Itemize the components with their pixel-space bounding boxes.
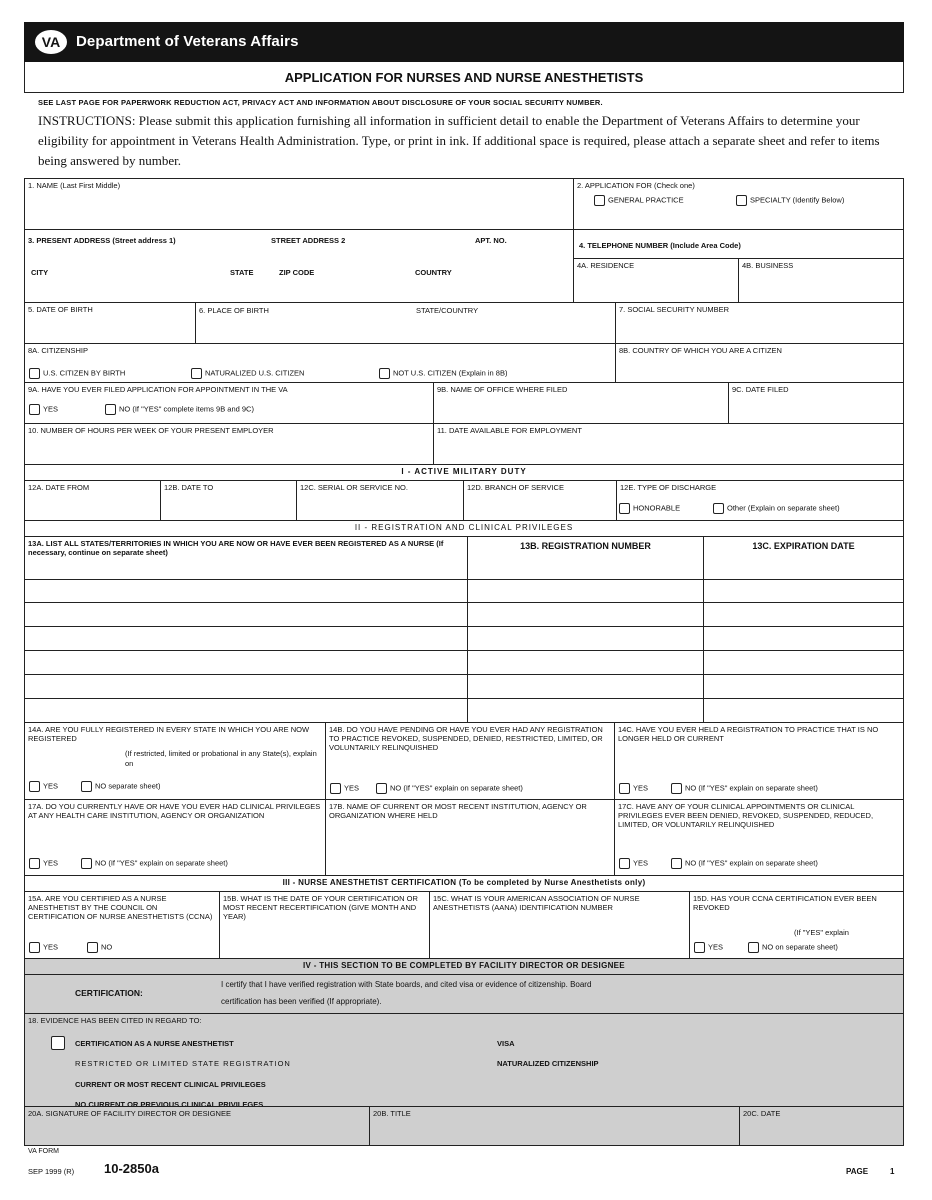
checkbox-specialty[interactable] [736, 195, 747, 206]
checkbox-honorable[interactable] [619, 503, 630, 514]
footer-page-label: PAGE [846, 1167, 869, 1176]
checkbox-15a-no[interactable] [87, 942, 98, 953]
yes-label: YES [43, 942, 59, 952]
svg-text:VA: VA [41, 34, 61, 50]
registration-number-cell[interactable] [467, 650, 704, 675]
no-label: NO (If "YES" explain on separate sheet) [390, 783, 523, 793]
evidence-item: CERTIFICATION AS A NURSE ANESTHETIST [75, 1039, 234, 1048]
checkbox-general-practice[interactable] [594, 195, 605, 206]
checkbox-14b-no[interactable] [376, 783, 387, 794]
department-name: Department of Veterans Affairs [76, 33, 299, 50]
evidence-item: CURRENT OR MOST RECENT CLINICAL PRIVILEGES [75, 1080, 266, 1089]
not-citizen-label: NOT U.S. CITIZEN (Explain in 8B) [393, 368, 508, 378]
registration-state-cell[interactable] [24, 579, 468, 603]
checkbox-14a-yes[interactable] [29, 781, 40, 792]
checkbox-15d-no[interactable] [748, 942, 759, 953]
field-date[interactable]: 20C. DATE [739, 1106, 904, 1146]
honorable-label: HONORABLE [633, 503, 681, 513]
no-label: NO (If "YES" explain on separate sheet) [685, 858, 818, 868]
form-header [24, 22, 904, 62]
field-telephone-header: 4. TELEPHONE NUMBER (Include Area Code) [573, 229, 904, 259]
registration-expiration-cell[interactable] [703, 698, 904, 723]
field-application-for: 2. APPLICATION FOR (Check one) GENERAL PRACTICE SPECIALTY (Identify Below) [573, 178, 904, 230]
checkbox-filed-yes[interactable] [29, 404, 40, 415]
registration-number-cell[interactable] [467, 698, 704, 723]
registration-number-cell[interactable] [467, 602, 704, 627]
field-address[interactable]: 3. PRESENT ADDRESS (Street address 1) STREET ADDRESS 2 APT. NO. CITY STATE ZIP CODE COUNTRY [24, 229, 574, 303]
field-serial-number[interactable]: 12C. SERIAL OR SERVICE NO. [296, 480, 464, 521]
question-15b[interactable]: 15B. WHAT IS THE DATE OF YOUR CERTIFICATION OR MOST RECENT RECERTIFICATION (GIVE MONTH AND YEAR) [219, 891, 430, 959]
evidence-item: VISA [497, 1039, 515, 1048]
field-filed-application: 9A. HAVE YOU EVER FILED APPLICATION FOR APPOINTMENT IN THE VA YES NO (If "YES" complete items 9B and 9C) [24, 382, 434, 424]
no-label: NO on separate sheet) [762, 942, 838, 952]
question-17a: 17A. DO YOU CURRENTLY HAVE OR HAVE YOU EVER HAD CLINICAL PRIVILEGES AT ANY HEALTH CARE INSTITUTION, AGENCY OR ORGANIZATION YES NO (If "YES" explain on separate sheet) [24, 799, 326, 876]
yes-label: YES [633, 783, 649, 793]
col-header-expiration-date: 13C. EXPIRATION DATE [703, 536, 904, 580]
registration-state-cell[interactable] [24, 650, 468, 675]
footer-page-number: 1 [890, 1167, 895, 1176]
registration-expiration-cell[interactable] [703, 674, 904, 699]
checkbox-15a-yes[interactable] [29, 942, 40, 953]
field-signature[interactable]: 20A. SIGNATURE OF FACILITY DIRECTOR OR DESIGNEE [24, 1106, 370, 1146]
checkbox-14c-yes[interactable] [619, 783, 630, 794]
question-15d: 15D. HAS YOUR CCNA CERTIFICATION EVER BEEN REVOKED (If "YES" explain YES NO on separate sheet) [689, 891, 904, 959]
checkbox-17c-no[interactable] [671, 858, 682, 869]
yes-label: YES [344, 783, 360, 793]
question-15c[interactable]: 15C. WHAT IS YOUR AMERICAN ASSOCIATION OF NURSE ANESTHETISTS (AANA) IDENTIFICATION NUMBER [429, 891, 690, 959]
checkbox-other-discharge[interactable] [713, 503, 724, 514]
field-military-date-to[interactable]: 12B. DATE TO [160, 480, 297, 521]
field-hours-per-week[interactable]: 10. NUMBER OF HOURS PER WEEK OF YOUR PRESENT EMPLOYER [24, 423, 434, 465]
field-branch-of-service[interactable]: 12D. BRANCH OF SERVICE [463, 480, 617, 521]
checkbox-evidence[interactable] [51, 1036, 65, 1050]
va-logo-icon [34, 29, 68, 55]
field-date-filed[interactable]: 9C. DATE FILED [728, 382, 904, 424]
field-office-where-filed[interactable]: 9B. NAME OF OFFICE WHERE FILED [433, 382, 729, 424]
registration-state-cell[interactable] [24, 674, 468, 699]
registration-number-cell[interactable] [467, 674, 704, 699]
checkbox-17a-no[interactable] [81, 858, 92, 869]
registration-band-title: II - REGISTRATION AND CLINICAL PRIVILEGES [354, 523, 574, 532]
naturalized-label: NATURALIZED U.S. CITIZEN [205, 368, 305, 378]
checkbox-not-citizen[interactable] [379, 368, 390, 379]
checkbox-17c-yes[interactable] [619, 858, 630, 869]
question-14b: 14B. DO YOU HAVE PENDING OR HAVE YOU EVER HAD ANY REGISTRATION TO PRACTICE REVOKED, SUSPENDED, DENIED, RESTRICTED, LIMITED, OR VOLUNTARILY RELINQUISHED YES NO (If "YES" explain on separate sheet) [325, 722, 615, 800]
instructions: INSTRUCTIONS: Please submit this application furnishing all information in sufficient detail to enable the Department of Veterans Affairs to determine your eligibility for appointment in Veterans Health Administration. Type, or print in ink. If additional space is required, please attach a separate sheet and refer to items being answered by number. [38, 113, 880, 168]
no-label: NO [101, 942, 113, 952]
citizen-by-birth-label: U.S. CITIZEN BY BIRTH [43, 368, 126, 378]
field-place-of-birth[interactable]: 6. PLACE OF BIRTH STATE/COUNTRY [195, 302, 616, 344]
no-label: NO separate sheet) [95, 781, 161, 791]
question-15a: 15A. ARE YOU CERTIFIED AS A NURSE ANESTHETIST BY THE COUNCIL ON CERTIFICATION OF NURSE ANESTHETISTS (CCNA) YES NO [24, 891, 220, 959]
no-label: NO (If "YES" explain on separate sheet) [685, 783, 818, 793]
registration-expiration-cell[interactable] [703, 650, 904, 675]
field-title[interactable]: 20B. TITLE [369, 1106, 740, 1146]
evidence-item: RESTRICTED OR LIMITED STATE REGISTRATION [75, 1059, 291, 1068]
registration-state-cell[interactable] [24, 626, 468, 651]
checkbox-14c-no[interactable] [671, 783, 682, 794]
specialty-label: SPECIALTY (Identify Below) [750, 195, 845, 205]
general-practice-label: GENERAL PRACTICE [608, 195, 684, 205]
checkbox-filed-no[interactable] [105, 404, 116, 415]
certification-row [24, 974, 904, 1014]
checkbox-14b-yes[interactable] [330, 783, 341, 794]
privacy-notice: SEE LAST PAGE FOR PAPERWORK REDUCTION ACT, PRIVACY ACT AND INFORMATION ABOUT DISCLOSURE OF YOUR SOCIAL SECURITY NUMBER. [38, 98, 603, 107]
field-country-of-citizenship[interactable]: 8B. COUNTRY OF WHICH YOU ARE A CITIZEN [615, 343, 904, 383]
registration-state-cell[interactable] [24, 698, 468, 723]
anesthetist-band-title: III - NURSE ANESTHETIST CERTIFICATION (To be completed by Nurse Anesthetists only) [282, 878, 646, 887]
other-discharge-label: Other (Explain on separate sheet) [727, 503, 840, 513]
field-military-date-from[interactable]: 12A. DATE FROM [24, 480, 161, 521]
certification-text: I certify that I have verified registration with State boards, and cited visa or evidence of citizenship. Board [221, 980, 592, 989]
registration-state-cell[interactable] [24, 602, 468, 627]
field-type-of-discharge: 12E. TYPE OF DISCHARGE HONORABLE Other (Explain on separate sheet) [616, 480, 904, 521]
registration-expiration-cell[interactable] [703, 626, 904, 651]
if-yes-note: (If "YES" explain [794, 928, 849, 937]
filed-no-label: NO (If "YES" complete items 9B and 9C) [119, 404, 254, 414]
certification-text-2: certification has been verified (If appropriate). [221, 997, 382, 1006]
field-name[interactable]: 1. NAME (Last First Middle) [24, 178, 574, 230]
form-title: APPLICATION FOR NURSES AND NURSE ANESTHETISTS [24, 62, 904, 93]
yes-label: YES [43, 858, 59, 868]
certification-label: CERTIFICATION: [75, 988, 143, 998]
question-14c: 14C. HAVE YOU EVER HELD A REGISTRATION TO PRACTICE THAT IS NO LONGER HELD OR CURRENT YES NO (If "YES" explain on separate sheet) [614, 722, 904, 800]
yes-label: YES [43, 781, 59, 791]
registration-expiration-cell[interactable] [703, 602, 904, 627]
field-citizenship: 8A. CITIZENSHIP U.S. CITIZEN BY BIRTH NATURALIZED U.S. CITIZEN NOT U.S. CITIZEN (Explain in 8B) [24, 343, 616, 383]
yes-label: YES [633, 858, 649, 868]
evidence-item: NATURALIZED CITIZENSHIP [497, 1059, 599, 1068]
col-header-states: 13A. LIST ALL STATES/TERRITORIES IN WHICH YOU ARE NOW OR HAVE EVER BEEN REGISTERED AS A NURSE (If necessary, continue on separate sheet) [24, 536, 468, 580]
checkbox-17a-yes[interactable] [29, 858, 40, 869]
footer-form-number: 10-2850a [104, 1161, 159, 1176]
field-ssn[interactable]: 7. SOCIAL SECURITY NUMBER [615, 302, 904, 344]
facility-band-title: IV - THIS SECTION TO BE COMPLETED BY FACILITY DIRECTOR OR DESIGNEE [303, 961, 625, 970]
military-band-title: I - ACTIVE MILITARY DUTY [401, 467, 527, 476]
checkbox-citizen-by-birth[interactable] [29, 368, 40, 379]
filed-yes-label: YES [43, 404, 59, 414]
field-date-of-birth[interactable]: 5. DATE OF BIRTH [24, 302, 196, 344]
registration-number-cell[interactable] [467, 626, 704, 651]
evidence-section: 18. EVIDENCE HAS BEEN CITED IN REGARD TO: CERTIFICATION AS A NURSE ANESTHETIST RESTRICTED OR LIMITED STATE REGISTRATION CURRENT OR MOST RECENT CLINICAL PRIVILEGES NO CURRENT OR PREVIOUS CLINICAL PRIVILEGES VISA NATURALIZED CITIZENSHIP [24, 1013, 904, 1107]
evidence-item: NO CURRENT OR PREVIOUS CLINICAL PRIVILEGES [75, 1100, 264, 1107]
checkbox-naturalized[interactable] [191, 368, 202, 379]
no-label: NO (If "YES" explain on separate sheet) [95, 858, 228, 868]
footer-va-form: VA FORM [28, 1148, 59, 1155]
yes-label: YES [708, 942, 724, 952]
field-phone-business[interactable]: 4B. BUSINESS [738, 258, 904, 303]
footer-sep-date: SEP 1999 (R) [28, 1167, 75, 1176]
form-page [24, 22, 904, 1176]
registration-number-cell[interactable] [467, 579, 704, 603]
checkbox-14a-no[interactable] [81, 781, 92, 792]
registration-expiration-cell[interactable] [703, 579, 904, 603]
question-17c: 17C. HAVE ANY OF YOUR CLINICAL APPOINTMENTS OR CLINICAL PRIVILEGES EVER BEEN DENIED, REVOKED, SUSPENDED, REDUCED, LIMITED, OR VOLUNTARILY RELINQUISHED YES NO (If "YES" explain on separate sheet) [614, 799, 904, 876]
question-17b[interactable]: 17B. NAME OF CURRENT OR MOST RECENT INSTITUTION, AGENCY OR ORGANIZATION WHERE HELD [325, 799, 615, 876]
field-phone-residence[interactable]: 4A. RESIDENCE [573, 258, 739, 303]
question-14a: 14A. ARE YOU FULLY REGISTERED IN EVERY STATE IN WHICH YOU ARE NOW REGISTERED (If restricted, limited or probational in any State(s), explain on YES NO separate sheet) [24, 722, 326, 800]
checkbox-15d-yes[interactable] [694, 942, 705, 953]
field-date-available[interactable]: 11. DATE AVAILABLE FOR EMPLOYMENT [433, 423, 904, 465]
col-header-registration-number: 13B. REGISTRATION NUMBER [467, 536, 704, 580]
